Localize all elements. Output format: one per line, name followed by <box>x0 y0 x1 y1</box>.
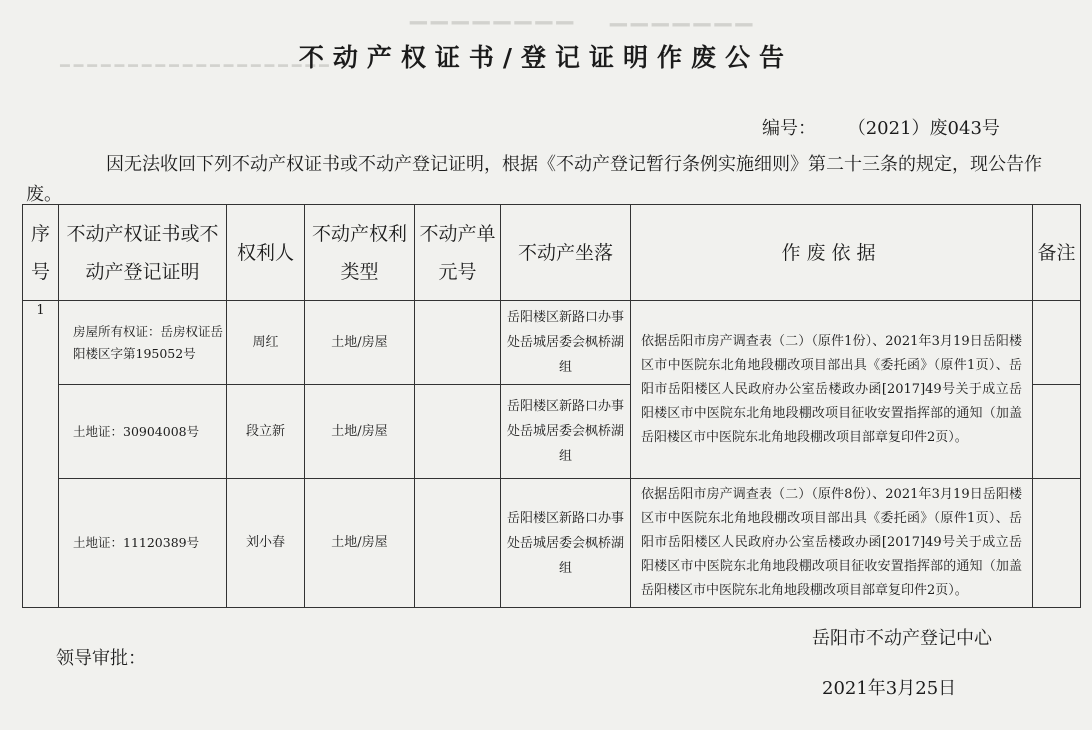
table-row <box>23 301 1081 385</box>
row-remark <box>1033 301 1081 385</box>
row-seq: 1 <box>23 301 59 608</box>
row-remark <box>1033 479 1081 608</box>
row-certificate: 房屋所有权证：岳房权证岳阳楼区字第195052号 <box>59 301 227 385</box>
row-unit-number <box>415 385 501 479</box>
header-location: 不动产坐落 <box>501 205 631 301</box>
issuer-name: 岳阳市不动产登记中心 <box>812 628 992 649</box>
document-number-label: 编号： <box>762 118 816 139</box>
row-basis: 依据岳阳市房产调查表（二）（原件8份）、2021年3月19日岳阳楼区市中医院东北角地段棚改项目部出具《委托函》（原件1页）、岳阳市岳阳楼区人民政府办公室岳楼政办函[2017]49号关于成立岳阳楼区市中医院东北角地段棚改项目征收安置指挥部的通知（加盖岳阳楼区市中医院东北角地段棚改项目部章复印件2页）。 <box>631 479 1033 608</box>
bleed-through-text: ▁▁▁▁▁▁▁▁ <box>410 0 578 25</box>
document-number-value: （2021）废043号 <box>847 118 1000 139</box>
void-certificate-table <box>22 204 1081 608</box>
row-right-type: 土地/房屋 <box>305 479 415 608</box>
header-basis: 作废依据 <box>631 205 1033 301</box>
row-holder: 周红 <box>227 301 305 385</box>
row-basis: 依据岳阳市房产调查表（二）（原件1份）、2021年3月19日岳阳楼区市中医院东北角地段棚改项目部出具《委托函》（原件1页）、岳阳市岳阳楼区人民政府办公室岳楼政办函[2017]49号关于成立岳阳楼区市中医院东北角地段棚改项目征收安置指挥部的通知（加盖岳阳楼区市中医院东北角地段棚改项目部章复印件2页）。 <box>631 301 1033 479</box>
row-certificate: 土地证：11120389号 <box>59 479 227 608</box>
row-remark <box>1033 385 1081 479</box>
table-header-row <box>23 205 1081 301</box>
document-number <box>762 114 1000 140</box>
header-remark: 备注 <box>1033 205 1081 301</box>
row-location: 岳阳楼区新路口办事处岳城居委会枫桥湖组 <box>501 479 631 608</box>
header-seq: 序号 <box>23 205 59 301</box>
approval-label: 领导审批： <box>56 648 146 669</box>
row-holder: 段立新 <box>227 385 305 479</box>
table-row <box>23 479 1081 608</box>
bleed-through-text: ━━━━━━━━━━━━━━━━━━━━ <box>60 56 333 75</box>
row-right-type: 土地/房屋 <box>305 301 415 385</box>
row-unit-number <box>415 301 501 385</box>
row-holder: 刘小春 <box>227 479 305 608</box>
page-title: 不动产权证书/登记证明作废公告 <box>298 43 794 72</box>
row-location: 岳阳楼区新路口办事处岳城居委会枫桥湖组 <box>501 385 631 479</box>
row-right-type: 土地/房屋 <box>305 385 415 479</box>
header-unit-number: 不动产单元号 <box>415 205 501 301</box>
bleed-through-text: ▁▁▁▁▁▁▁ <box>610 2 757 27</box>
row-unit-number <box>415 479 501 608</box>
row-certificate: 土地证：30904008号 <box>59 385 227 479</box>
row-location: 岳阳楼区新路口办事处岳城居委会枫桥湖组 <box>501 301 631 385</box>
header-holder: 权利人 <box>227 205 305 301</box>
header-right-type: 不动产权利类型 <box>305 205 415 301</box>
intro-paragraph: 因无法收回下列不动产权证书或不动产登记证明，根据《不动产登记暂行条例实施细则》第二十三条的规定，现公告作废。 <box>26 154 1042 205</box>
header-certificate: 不动产权证书或不动产登记证明 <box>59 205 227 301</box>
issue-date: 2021年3月25日 <box>822 678 957 699</box>
